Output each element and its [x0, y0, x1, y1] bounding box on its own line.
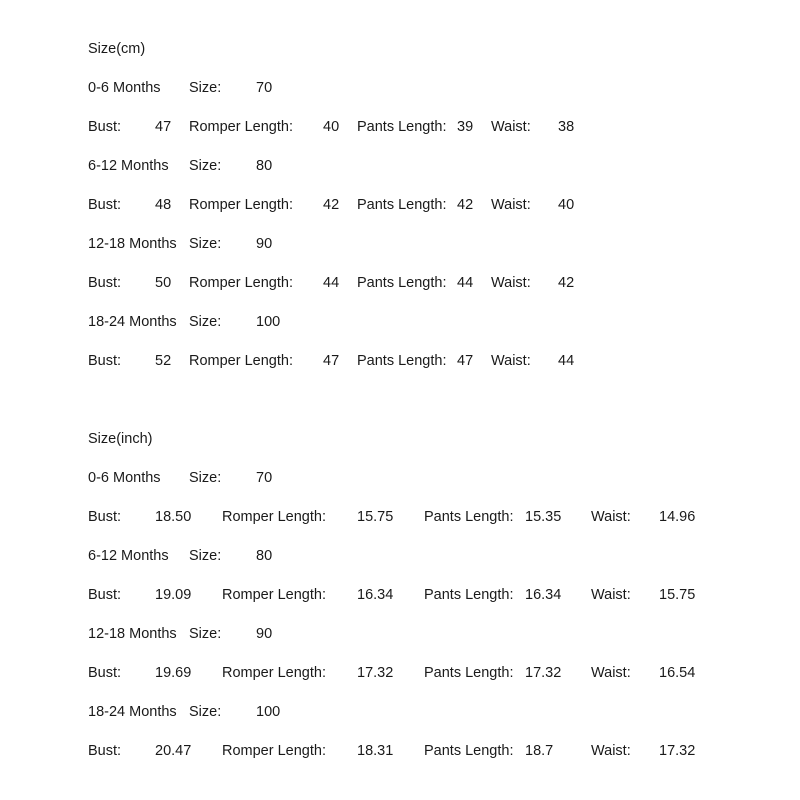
size-label: Size: — [189, 314, 222, 330]
months-label: 0-6 Months — [88, 80, 161, 96]
romper-length-label: Romper Length: — [189, 353, 293, 369]
waist-value: 42 — [558, 275, 575, 291]
size-value: 90 — [256, 626, 273, 642]
size-value: 100 — [256, 314, 281, 330]
romper-length-value: 42 — [323, 197, 340, 213]
bust-label: Bust: — [88, 743, 122, 759]
romper-length-label: Romper Length: — [189, 119, 293, 135]
months-label: 12-18 Months — [88, 626, 177, 642]
romper-length-label: Romper Length: — [222, 743, 326, 759]
bust-value: 19.09 — [155, 587, 192, 603]
size-value: 80 — [256, 158, 273, 174]
size-label: Size: — [189, 626, 222, 642]
size-label: Size: — [189, 80, 222, 96]
romper-length-label: Romper Length: — [189, 275, 293, 291]
bust-value: 52 — [155, 353, 172, 369]
bust-label: Bust: — [88, 119, 122, 135]
waist-value: 16.54 — [659, 665, 696, 681]
pants-length-value: 39 — [457, 119, 474, 135]
size-label: Size: — [189, 470, 222, 486]
pants-length-label: Pants Length: — [424, 509, 514, 525]
romper-length-label: Romper Length: — [222, 509, 326, 525]
months-label: 18-24 Months — [88, 314, 177, 330]
bust-value: 50 — [155, 275, 172, 291]
size-value: 90 — [256, 236, 273, 252]
waist-value: 38 — [558, 119, 575, 135]
bust-label: Bust: — [88, 275, 122, 291]
pants-length-value: 17.32 — [525, 665, 562, 681]
waist-label: Waist: — [591, 743, 631, 759]
pants-length-label: Pants Length: — [357, 197, 447, 213]
bust-label: Bust: — [88, 353, 122, 369]
months-label: 18-24 Months — [88, 704, 177, 720]
bust-value: 19.69 — [155, 665, 192, 681]
romper-length-value: 18.31 — [357, 743, 394, 759]
waist-label: Waist: — [491, 197, 531, 213]
pants-length-value: 47 — [457, 353, 474, 369]
bust-value: 47 — [155, 119, 172, 135]
pants-length-label: Pants Length: — [424, 743, 514, 759]
size-label: Size: — [189, 704, 222, 720]
pants-length-label: Pants Length: — [424, 587, 514, 603]
romper-length-value: 44 — [323, 275, 340, 291]
bust-value: 48 — [155, 197, 172, 213]
size-label: Size: — [189, 158, 222, 174]
bust-value: 20.47 — [155, 743, 192, 759]
romper-length-label: Romper Length: — [222, 587, 326, 603]
size-value: 70 — [256, 80, 273, 96]
waist-value: 14.96 — [659, 509, 696, 525]
romper-length-value: 40 — [323, 119, 340, 135]
romper-length-value: 17.32 — [357, 665, 394, 681]
waist-value: 44 — [558, 353, 575, 369]
romper-length-value: 16.34 — [357, 587, 394, 603]
waist-label: Waist: — [591, 587, 631, 603]
romper-length-label: Romper Length: — [222, 665, 326, 681]
bust-label: Bust: — [88, 509, 122, 525]
bust-label: Bust: — [88, 587, 122, 603]
waist-label: Waist: — [491, 275, 531, 291]
bust-label: Bust: — [88, 197, 122, 213]
waist-label: Waist: — [491, 353, 531, 369]
pants-length-value: 16.34 — [525, 587, 562, 603]
waist-value: 17.32 — [659, 743, 696, 759]
romper-length-label: Romper Length: — [189, 197, 293, 213]
size-value: 70 — [256, 470, 273, 486]
pants-length-value: 18.7 — [525, 743, 554, 759]
romper-length-value: 47 — [323, 353, 340, 369]
romper-length-value: 15.75 — [357, 509, 394, 525]
months-label: 6-12 Months — [88, 548, 169, 564]
waist-value: 15.75 — [659, 587, 696, 603]
size-value: 80 — [256, 548, 273, 564]
size-label: Size: — [189, 236, 222, 252]
pants-length-value: 44 — [457, 275, 474, 291]
waist-label: Waist: — [491, 119, 531, 135]
size-value: 100 — [256, 704, 281, 720]
pants-length-label: Pants Length: — [357, 275, 447, 291]
waist-label: Waist: — [591, 509, 631, 525]
pants-length-label: Pants Length: — [424, 665, 514, 681]
waist-label: Waist: — [591, 665, 631, 681]
size-label: Size: — [189, 548, 222, 564]
cm-heading: Size(cm) — [88, 41, 146, 57]
inch-heading: Size(inch) — [88, 431, 153, 447]
bust-value: 18.50 — [155, 509, 192, 525]
months-label: 12-18 Months — [88, 236, 177, 252]
months-label: 6-12 Months — [88, 158, 169, 174]
pants-length-label: Pants Length: — [357, 353, 447, 369]
bust-label: Bust: — [88, 665, 122, 681]
waist-value: 40 — [558, 197, 575, 213]
pants-length-value: 15.35 — [525, 509, 562, 525]
months-label: 0-6 Months — [88, 470, 161, 486]
pants-length-value: 42 — [457, 197, 474, 213]
pants-length-label: Pants Length: — [357, 119, 447, 135]
